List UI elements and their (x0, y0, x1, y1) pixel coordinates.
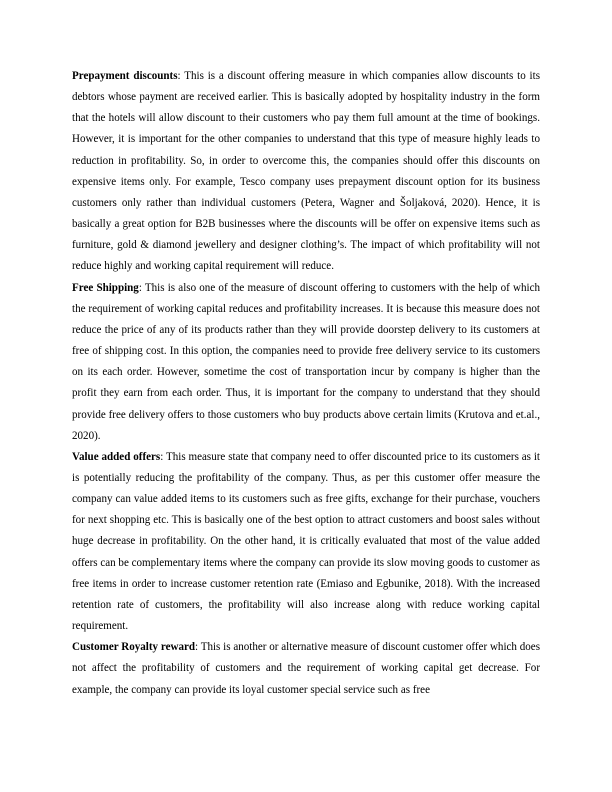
paragraph-prepayment-discounts (72, 66, 540, 278)
body-value-added-offers: : This measure state that company need to offer discounted price to its customers as it is potentially reducing the profitability of the company. Thus, as per this customer offer measure the company can value added items to its customers such as free gifts, exchange for their purchase, vouchers for next shopping etc. This is basically one of the best option to attract customers and boost sales without huge decrease in profitability. On the other hand, it is critically evaluated that most of the value added offers can be complementary items where the company can provide its slow moving goods to customer as free items in order to increase customer retention rate (Emiaso and Egbunike, 2018). With the increased retention rate of customers, the profitability will also increase along with reduce working capital requirement. (72, 450, 540, 633)
body-free-shipping: : This is also one of the measure of discount offering to customers with the help of which the requirement of working capital reduces and profitability increases. It is because this measure does not reduce the price of any of its products rather than they will provide doorstep delivery to its customers at free of shipping cost. In this option, the companies need to provide free delivery service to its customers on its each order. However, sometime the cost of transportation incur by company is higher than the profit they earn from each order. Thus, it is important for the company to understand that they should provide free delivery offers to those customers who buy products above certain limits (Krutova and et.al., 2020). (72, 281, 541, 442)
document-body (72, 66, 540, 701)
heading-prepayment-discounts: Prepayment discounts (72, 70, 178, 82)
heading-free-shipping: Free Shipping (72, 281, 139, 294)
heading-customer-royalty-reward: Customer Royalty reward (72, 641, 196, 654)
paragraph-customer-royalty-reward (72, 637, 540, 700)
paragraph-value-added-offers (72, 447, 540, 637)
body-prepayment-discounts: : This is a discount offering measure in which companies allow discounts to its debtors whose payment are received earlier. This is basically adopted by hospitality industry in the form that the hotels will allow discount to their customers who pay them full amount at the time of bookings. However, it is important for the other companies to understand that this type of measure highly leads to reduction in profitability. So, in order to overcome this, the companies should offer this discounts on expensive items only. For example, Tesco company uses prepayment discount option for its business customers only rather than individual customers (Petera, Wagner and Šoljaková, 2020). Hence, it is basically a great option for B2B businesses where the discounts will be offer on expensive items such as furniture, gold & diamond jewellery and designer clothing’s. The impact of which profitability will not reduce highly and working capital requirement will reduce. (72, 70, 540, 273)
heading-value-added-offers: Value added offers (72, 450, 161, 463)
paragraph-free-shipping (72, 278, 540, 447)
body-customer-royalty-reward: : This is another or alternative measure of discount customer offer which does not affect the profitability of customers and the requirement of working capital get decrease. For example, the company can provide its loyal customer special service such as free (72, 641, 540, 696)
